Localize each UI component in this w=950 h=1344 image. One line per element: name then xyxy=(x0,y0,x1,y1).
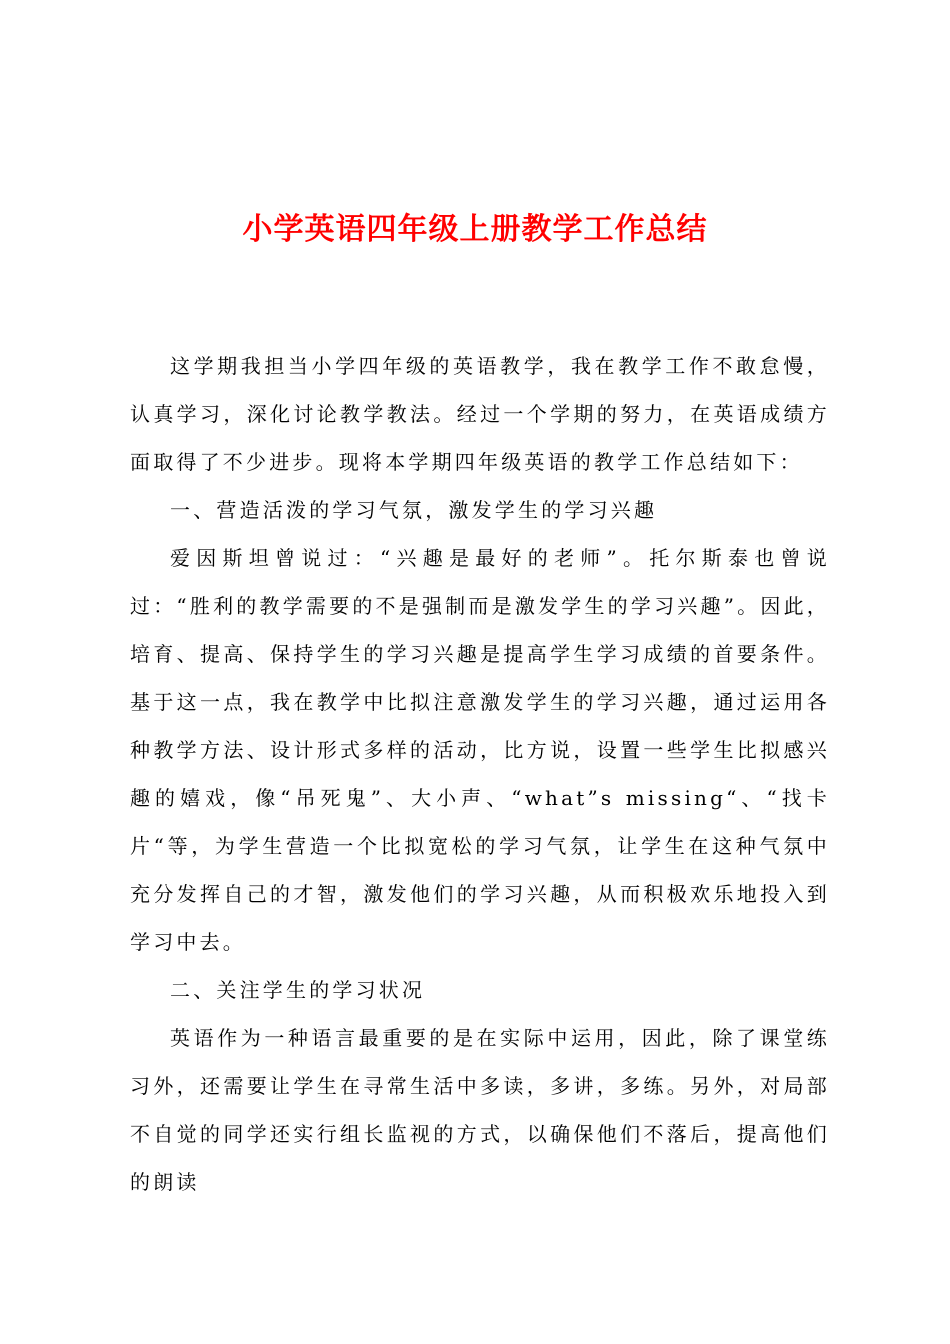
section-heading-1: 一、营造活泼的学习气氛，激发学生的学习兴趣 xyxy=(170,498,658,522)
section-1-paragraph: 爱因斯坦曾说过：“兴趣是最好的老师”。托尔斯泰也曾说过：“胜利的教学需要的不是强制而是激发学生的学习兴趣”。因此，培育、提高、保持学生的学习兴趣是提高学生学习成绩的首要条件。基于这一点，我在教学中比拟注意激发学生的学习兴趣，通过运用各种教学方法、设计形式多样的活动，比方说，设置一些学生比拟感兴趣的嬉戏，像“吊死鬼”、大小声、“what”s missing“、“找卡片“等，为学生营造一个比拟宽松的学习气氛，让学生在这种气氛中充分发挥自己的才智，激发他们的学习兴趣，从而积极欢乐地投入到学习中去。 xyxy=(130,546,830,954)
document-title: 小学英语四年级上册教学工作总结 xyxy=(242,212,708,247)
section-2-paragraph: 英语作为一种语言最重要的是在实际中运用，因此，除了课堂练习外，还需要让学生在寻常生活中多读，多讲，多练。另外，对局部不自觉的同学还实行组长监视的方式，以确保他们不落后，提高他们的朗读 xyxy=(130,1026,830,1194)
intro-paragraph: 这学期我担当小学四年级的英语教学，我在教学工作不敢怠慢，认真学习，深化讨论教学教法。经过一个学期的努力，在英语成绩方面取得了不少进步。现将本学期四年级英语的教学工作总结如下： xyxy=(130,354,830,474)
section-heading-2: 二、关注学生的学习状况 xyxy=(170,978,426,1002)
document-body xyxy=(130,342,830,1206)
